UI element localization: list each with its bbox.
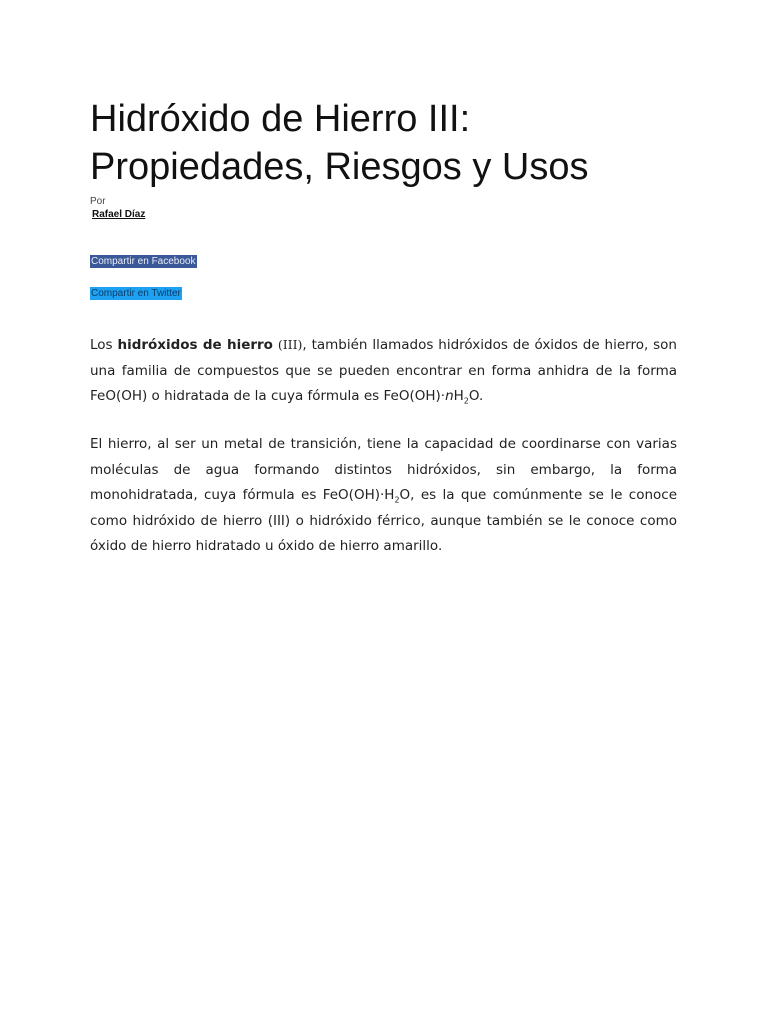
article-title: Hidróxido de Hierro III: Propiedades, Riesgos y Usos xyxy=(90,98,589,188)
paragraph-2 xyxy=(90,432,677,560)
paragraph-1 xyxy=(90,332,677,410)
paragraph-2-text-2: O, es la que comúnmente se le conoce como hidróxido de hierro (III) o hidróxido férrico, aunque también se le conoce como óxido de hierro hidratado u óxido de hierro amarillo. xyxy=(90,487,678,554)
roman-numeral: (III) xyxy=(277,337,303,352)
paragraph-1-text-2: , también llamados hidróxidos de óxidos de hierro, son una familia de compuestos que se pueden encontrar en forma anhidra de la forma FeO(OH) o hidratada de la cuya fórmula es FeO(OH)· xyxy=(90,337,677,404)
paragraph-2-text: El hierro, al ser un metal de transición, tiene la capacidad de coordinarse con varias moléculas de agua formando distintos hidróxidos, sin embargo, la forma monohidratada, cuya fórmula es FeO(OH)·H xyxy=(90,436,677,503)
share-facebook-button[interactable]: Compartir en Facebook xyxy=(91,256,196,267)
italic-n: n xyxy=(445,388,454,404)
subscript-2: 2 xyxy=(463,396,469,406)
paragraph-1-text: Los xyxy=(90,337,118,353)
subscript-2: 2 xyxy=(394,495,400,505)
byline-label: Por xyxy=(90,196,106,207)
author-link[interactable]: Rafael Díaz xyxy=(92,209,146,220)
bold-term: hidróxidos de hierro xyxy=(117,337,273,353)
share-twitter-button[interactable]: Compartir en Twitter xyxy=(91,288,181,299)
paragraph-1-text-3: H xyxy=(453,388,464,404)
paragraph-1-text-4: O. xyxy=(468,388,484,404)
